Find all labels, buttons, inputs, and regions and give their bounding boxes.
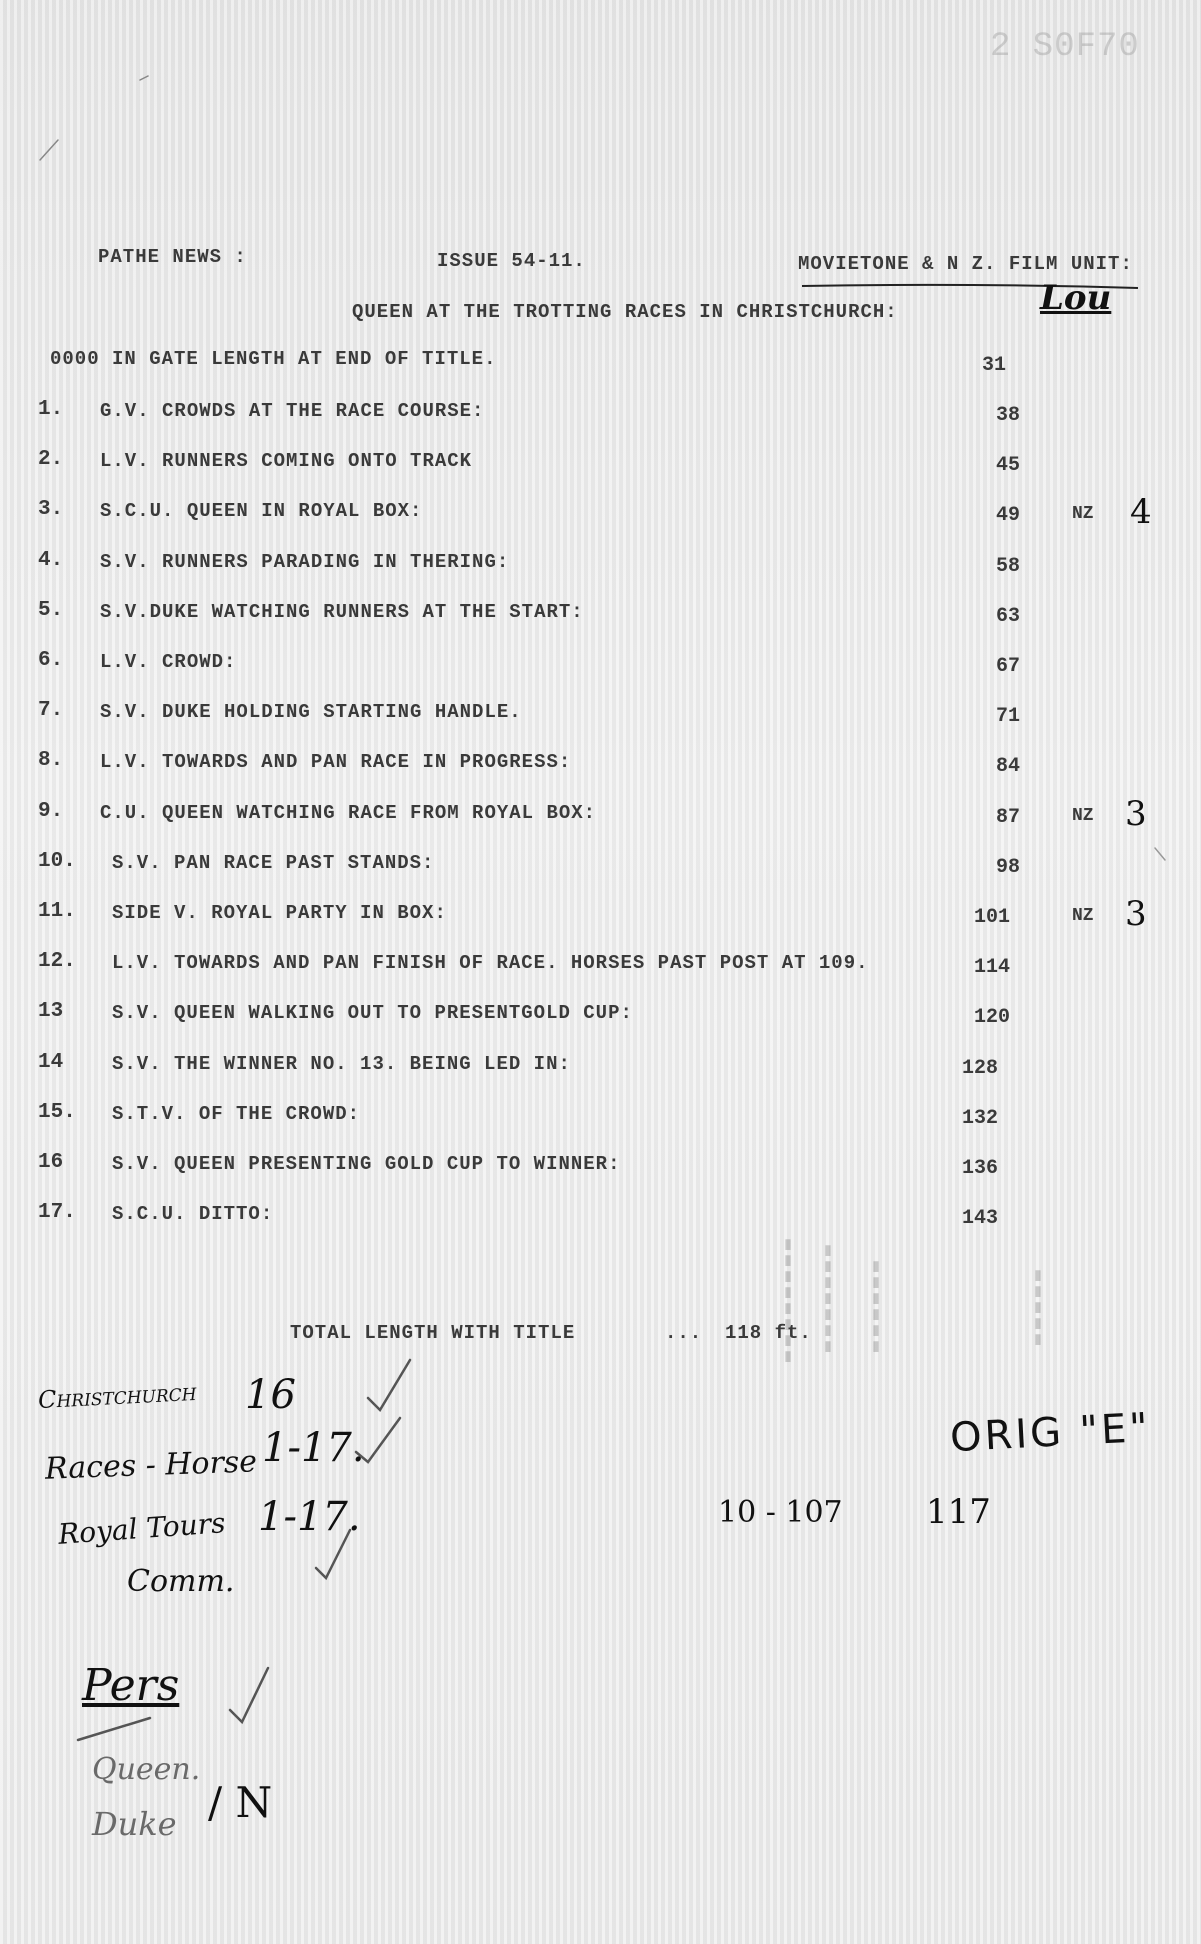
nz-tag: NZ [1072,504,1094,524]
shot-number: 15. [38,1101,76,1124]
shot-description: L.V. CROWD: [100,651,237,673]
shot-description: S.V. THE WINNER NO. 13. BEING LED IN: [112,1053,571,1075]
checkmark-icon [230,1668,268,1722]
hw-index-label: Races - Horse [44,1444,258,1487]
shot-number: 11. [38,900,76,923]
shot-number: 17. [38,1201,76,1224]
unit-annotation: Lou [1040,278,1112,318]
bleed-through-text: ▮▮▮▮▮▮▮ [820,1243,836,1355]
shot-number: 8. [38,749,64,772]
shot-footage: 120 [974,1006,1011,1029]
shot-number: 1. [38,398,64,421]
underline-stroke [78,1718,150,1740]
shot-footage: 98 [996,856,1021,879]
shot-footage: 136 [962,1157,999,1180]
hw-person-name: Queen. [92,1752,201,1787]
film-unit: MOVIETONE & N Z. FILM UNIT: [798,253,1133,275]
hw-persons-mark: / N [208,1778,273,1827]
shot-footage: 132 [962,1107,999,1130]
bleed-through-text: ▮▮▮▮▮▮▮▮ [780,1237,796,1365]
hw-range-end: 117 [926,1492,991,1532]
nz-count-handwritten: 3 [1125,894,1147,934]
shot-description: S.V. QUEEN WALKING OUT TO PRESENTGOLD CUP: [112,1002,633,1024]
checkmark-icon [356,1418,400,1462]
shot-footage: 63 [996,605,1021,628]
checkmark-icon [316,1530,350,1578]
bleed-through-text: ▮▮▮▮▮▮ [868,1259,884,1355]
hw-persons-label: Pers [82,1660,180,1711]
shot-footage: 101 [974,906,1011,929]
hw-index-value: 1-17. [258,1494,361,1540]
bleed-through-text: ▮▮▮▮▮ [1030,1268,1046,1348]
shot-description: L.V. TOWARDS AND PAN RACE IN PROGRESS: [100,751,572,773]
intro-footage: 31 [982,354,1007,377]
shot-number: 16 [38,1151,64,1174]
source-label: PATHE NEWS : [98,246,247,268]
hw-person-name: Duke [92,1805,177,1843]
hw-index-value: 1-17. [262,1425,365,1471]
shot-number: 5. [38,599,64,622]
total-value: 118 ft. [725,1322,812,1344]
hw-index-label: Royal Tours [57,1506,227,1551]
shot-number: 3. [38,498,64,521]
nz-count-handwritten: 4 [1130,492,1152,532]
shot-description: S.V.DUKE WATCHING RUNNERS AT THE START: [100,601,584,623]
hw-index-value: 16 [245,1372,296,1418]
shot-number: 12. [38,950,76,973]
shot-footage: 49 [996,504,1021,527]
shot-footage: 143 [962,1207,999,1230]
nz-tag: NZ [1072,806,1094,826]
shot-description: C.U. QUEEN WATCHING RACE FROM ROYAL BOX: [100,802,597,824]
shot-number: 7. [38,699,64,722]
nz-tag: NZ [1072,906,1094,926]
checkmark-icon [368,1360,410,1410]
shot-description: S.V. RUNNERS PARADING IN THERING: [100,551,510,573]
shot-number: 2. [38,448,64,471]
shot-footage: 87 [996,806,1021,829]
hw-orig-label: ORIG "E" [948,1404,1152,1462]
shot-footage: 58 [996,555,1021,578]
nz-count-handwritten: 3 [1125,794,1147,834]
intro-line: 0000 IN GATE LENGTH AT END OF TITLE. [50,348,497,370]
shot-number: 9. [38,800,64,823]
shot-footage: 84 [996,755,1021,778]
shot-number: 10. [38,850,76,873]
shot-footage: 71 [996,705,1021,728]
shot-number: 14 [38,1051,64,1074]
shot-footage: 67 [996,655,1021,678]
hw-index-label: Comm. [127,1564,235,1599]
story-title: QUEEN AT THE TROTTING RACES IN CHRISTCHURCH: [352,301,898,323]
shot-description: S.V. DUKE HOLDING STARTING HANDLE. [100,701,522,723]
shot-description: G.V. CROWDS AT THE RACE COURSE: [100,400,485,422]
shot-footage: 45 [996,454,1021,477]
total-dots: ... [665,1322,703,1344]
hw-range: 10 - 107 [718,1495,843,1530]
shot-description: L.V. RUNNERS COMING ONTO TRACK [100,450,473,472]
shot-description: L.V. TOWARDS AND PAN FINISH OF RACE. HORSES PAST POST AT 109. [112,952,869,974]
issue-number: ISSUE 54-11. [437,250,586,272]
shot-footage: 128 [962,1057,999,1080]
shot-number: 4. [38,549,64,572]
total-label: TOTAL LENGTH WITH TITLE [290,1322,576,1344]
shot-footage: 114 [974,956,1011,979]
shot-description: S.T.V. OF THE CROWD: [112,1103,361,1125]
shot-description: S.C.U. DITTO: [112,1203,274,1225]
shot-description: S.C.U. QUEEN IN ROYAL BOX: [100,500,423,522]
shot-number: 13 [38,1000,64,1023]
shot-footage: 38 [996,404,1021,427]
shot-number: 6. [38,649,64,672]
shot-description: S.V. QUEEN PRESENTING GOLD CUP TO WINNER: [112,1153,621,1175]
shot-description: S.V. PAN RACE PAST STANDS: [112,852,435,874]
shot-description: SIDE V. ROYAL PARTY IN BOX: [112,902,447,924]
corner-number: 2 S0F70 [990,28,1140,66]
hw-index-label: Christchurch [37,1377,198,1415]
